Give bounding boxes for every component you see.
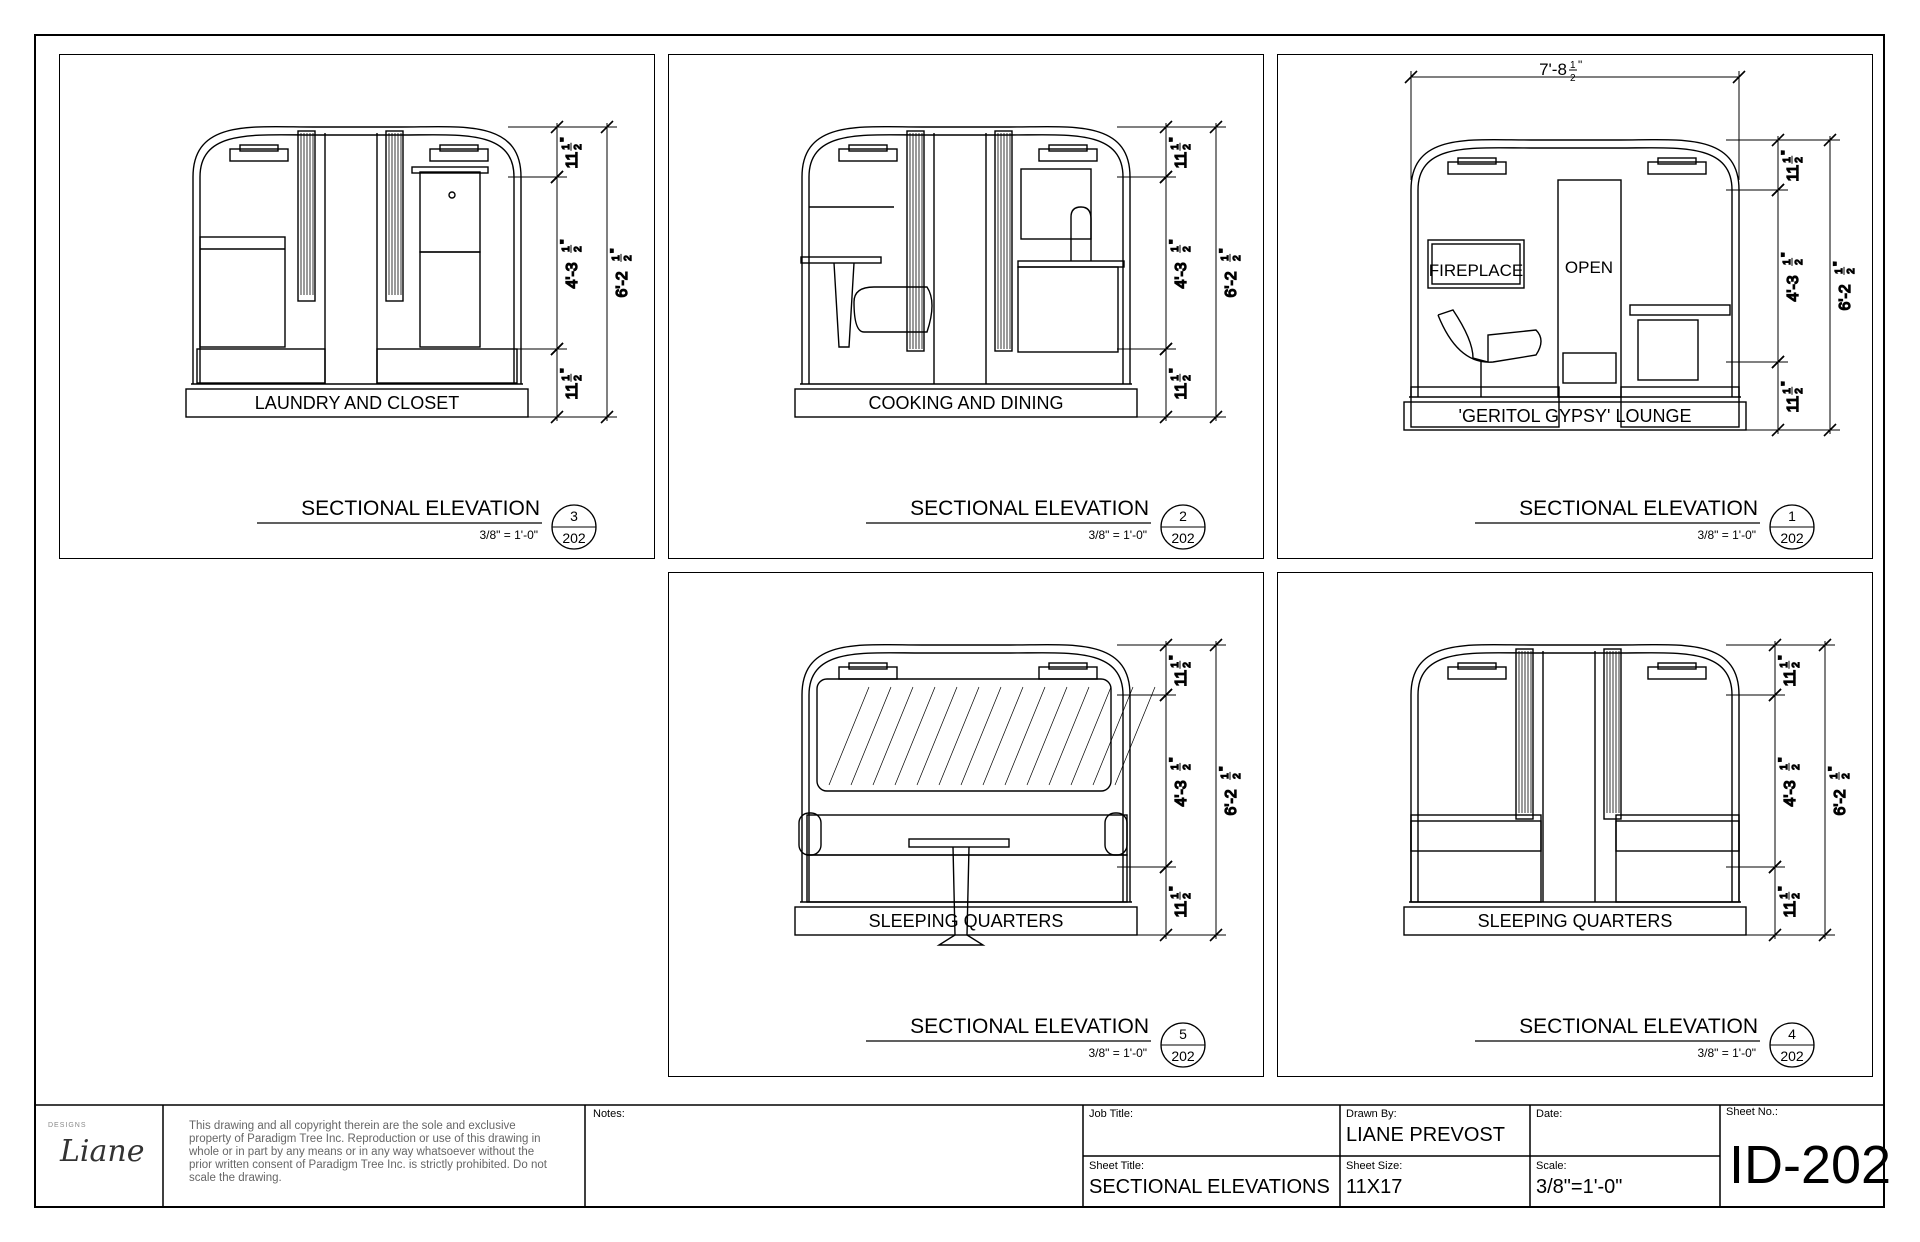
svg-text:2: 2 (1182, 375, 1193, 381)
sheet-title-value: SECTIONAL ELEVATIONS (1089, 1176, 1330, 1198)
svg-text:": " (1776, 757, 1790, 762)
window-mirror (817, 679, 1111, 791)
svg-text:6'-2: 6'-2 (1223, 789, 1240, 816)
svg-text:": " (608, 248, 622, 253)
svg-text:2: 2 (1794, 259, 1805, 265)
svg-text:6'-2: 6'-2 (1223, 271, 1240, 298)
shell-arch (1411, 645, 1739, 695)
logo-small-text: DESIGNS (48, 1122, 87, 1129)
elevation-panel-2 (668, 54, 1264, 559)
elevation-title: SECTIONAL ELEVATION (910, 497, 1149, 520)
svg-text:2: 2 (1846, 268, 1857, 274)
elevation-title: SECTIONAL ELEVATION (1519, 1015, 1758, 1038)
dimension-text (1167, 655, 1193, 686)
svg-text:": " (1167, 655, 1181, 660)
svg-text:2: 2 (1182, 893, 1193, 899)
svg-text:": " (1217, 766, 1231, 771)
svg-text:": " (1779, 252, 1793, 257)
bench-backrest (807, 815, 1127, 855)
elevation-drawing (1278, 55, 1874, 560)
svg-text:11: 11 (1173, 900, 1190, 918)
elevation-panel-1 (1277, 54, 1873, 559)
svg-text:2: 2 (623, 255, 634, 261)
dining-chair (854, 287, 932, 332)
svg-text:4'-3: 4'-3 (1785, 275, 1802, 302)
svg-text:1: 1 (1570, 60, 1576, 71)
dimension-text (1217, 249, 1243, 298)
svg-text:4'-3: 4'-3 (1173, 780, 1190, 807)
svg-text:11: 11 (564, 382, 581, 400)
svg-text:1: 1 (1170, 246, 1181, 252)
dimension-text (1779, 253, 1805, 302)
sheet-reference: 202 (562, 530, 586, 546)
title-block (34, 1104, 1892, 1208)
curtain (386, 131, 403, 301)
svg-text:1: 1 (561, 246, 572, 252)
drawn-by-label: Drawn By: (1346, 1108, 1397, 1120)
curtain (298, 131, 315, 301)
svg-text:11: 11 (1785, 395, 1802, 413)
svg-text:7'-8: 7'-8 (1539, 60, 1567, 79)
elevation-drawing (1278, 573, 1874, 1078)
svg-text:1: 1 (561, 375, 572, 381)
svg-text:2: 2 (1791, 764, 1802, 770)
svg-text:4'-3: 4'-3 (1782, 780, 1799, 807)
dimension-text (1776, 655, 1802, 686)
elevation-linework (795, 639, 1243, 945)
sheet-title-label: Sheet Title: (1089, 1160, 1145, 1172)
room-label: SLEEPING QUARTERS (1477, 911, 1673, 931)
svg-text:1: 1 (1829, 773, 1840, 779)
svg-text:6'-2: 6'-2 (1832, 789, 1849, 816)
logo: Liane (60, 1134, 145, 1169)
svg-text:11: 11 (564, 151, 581, 169)
dimension-text (1779, 150, 1805, 181)
shell-arch-inner (809, 653, 1123, 695)
height-dimensions (1726, 639, 1852, 941)
svg-text:": " (1776, 886, 1790, 891)
dimension-text (1167, 886, 1193, 917)
elevation-panel-4 (1277, 572, 1873, 1077)
svg-text:11: 11 (1173, 382, 1190, 400)
dimension-text (1217, 767, 1243, 816)
shell-arch-inner (1418, 148, 1732, 190)
detail-number: 2 (1179, 508, 1187, 524)
elevation-drawing (60, 55, 656, 560)
detail-number: 5 (1179, 1026, 1187, 1042)
elevation-scale: 3/8" = 1'-0" (1697, 1046, 1756, 1060)
sheet-number: ID-202 (1729, 1135, 1892, 1195)
svg-text:": " (1578, 58, 1583, 72)
svg-text:11: 11 (1173, 669, 1190, 687)
svg-text:": " (1167, 886, 1181, 891)
svg-text:": " (1779, 150, 1793, 155)
height-dimensions (1726, 134, 1857, 436)
svg-text:": " (558, 368, 572, 373)
svg-text:2: 2 (1182, 246, 1193, 252)
drawn-by-value: LIANE PREVOST (1346, 1124, 1505, 1146)
svg-text:2: 2 (1570, 73, 1576, 84)
sheet-reference: 202 (1171, 1048, 1195, 1064)
elevation-scale: 3/8" = 1'-0" (1088, 1046, 1147, 1060)
width-dimension-text (1539, 58, 1582, 84)
svg-text:1: 1 (561, 144, 572, 150)
sheet-size-value: 11X17 (1346, 1176, 1403, 1198)
curtain (1604, 649, 1621, 819)
kitchen-counter (1018, 267, 1118, 352)
upper-cabinet (1021, 169, 1091, 239)
shell-arch (1411, 140, 1739, 190)
curtain (907, 131, 924, 351)
closet-cabinet (420, 172, 480, 252)
elevation-drawing (669, 573, 1265, 1078)
room-label: COOKING AND DINING (868, 393, 1064, 413)
dimension-text (558, 368, 584, 399)
notes-label: Notes: (593, 1108, 625, 1120)
dimension-text (558, 240, 584, 289)
svg-text:2: 2 (1791, 893, 1802, 899)
svg-text:1: 1 (1220, 773, 1231, 779)
svg-text:2: 2 (1182, 764, 1193, 770)
svg-text:1: 1 (1220, 255, 1231, 261)
svg-text:1: 1 (1779, 764, 1790, 770)
svg-text:1: 1 (1170, 375, 1181, 381)
shell-arch-inner (809, 135, 1123, 177)
svg-text:1: 1 (1779, 662, 1790, 668)
elevation-linework (186, 121, 634, 423)
sheet-reference: 202 (1780, 1048, 1804, 1064)
svg-text:1: 1 (1170, 764, 1181, 770)
svg-text:2: 2 (573, 375, 584, 381)
open-partition (1558, 180, 1621, 397)
elevation-scale: 3/8" = 1'-0" (479, 528, 538, 542)
svg-text:2: 2 (1182, 662, 1193, 668)
dimension-text (558, 137, 584, 168)
elevation-title: SECTIONAL ELEVATION (910, 1015, 1149, 1038)
shell-arch-inner (1418, 653, 1732, 695)
shell-arch-inner (200, 135, 514, 177)
height-dimensions (508, 121, 634, 423)
job-title-label: Job Title: (1089, 1108, 1134, 1120)
svg-text:6'-2: 6'-2 (614, 271, 631, 298)
svg-text:2: 2 (1232, 773, 1243, 779)
svg-text:": " (1167, 137, 1181, 142)
date-label: Date: (1536, 1108, 1563, 1120)
elevation-scale: 3/8" = 1'-0" (1088, 528, 1147, 542)
elevation-title: SECTIONAL ELEVATION (301, 497, 540, 520)
svg-text:2: 2 (1232, 255, 1243, 261)
svg-text:2: 2 (573, 246, 584, 252)
svg-text:2: 2 (1791, 662, 1802, 668)
svg-text:1: 1 (1782, 259, 1793, 265)
elevation-drawing (669, 55, 1265, 560)
scale-label: Scale: (1536, 1160, 1567, 1172)
sheet-no-label: Sheet No.: (1726, 1106, 1778, 1118)
svg-text:11: 11 (1173, 151, 1190, 169)
elevation-scale: 3/8" = 1'-0" (1697, 528, 1756, 542)
shell-arch (193, 127, 521, 177)
dimension-text (1831, 262, 1857, 311)
elevation-linework (1404, 71, 1857, 436)
dimension-text (1779, 381, 1805, 412)
svg-text:1: 1 (1170, 893, 1181, 899)
washer-dryer (200, 237, 285, 347)
room-label: SLEEPING QUARTERS (868, 911, 1064, 931)
bed-left (1411, 815, 1541, 902)
sheet-size-label: Sheet Size: (1346, 1160, 1403, 1172)
height-dimensions (1117, 639, 1243, 941)
elevation-title: SECTIONAL ELEVATION (1519, 497, 1758, 520)
detail-number: 4 (1788, 1026, 1796, 1042)
svg-text:2: 2 (1794, 157, 1805, 163)
svg-text:1: 1 (1170, 662, 1181, 668)
open-label: OPEN (1564, 258, 1614, 277)
svg-text:": " (1167, 239, 1181, 244)
fireplace-label: FIREPLACE (1428, 261, 1524, 280)
svg-text:11: 11 (1782, 900, 1799, 918)
lounge-chair (1438, 310, 1541, 362)
svg-text:2: 2 (573, 144, 584, 150)
curtain (995, 131, 1012, 351)
svg-text:6'-2: 6'-2 (1837, 284, 1854, 311)
scale-value: 3/8"=1'-0" (1536, 1176, 1623, 1198)
svg-text:": " (1217, 248, 1231, 253)
faucet (1071, 207, 1091, 261)
svg-text:11: 11 (1782, 669, 1799, 687)
elevation-panel-3 (59, 54, 655, 559)
svg-text:2: 2 (1841, 773, 1852, 779)
closet-drawers (420, 252, 480, 347)
sheet-reference: 202 (1780, 530, 1804, 546)
bench-seat (807, 855, 1127, 902)
elevation-linework (1404, 639, 1852, 941)
height-dimensions (1117, 121, 1243, 423)
room-label: LAUNDRY AND CLOSET (254, 393, 460, 413)
elevation-linework (795, 121, 1243, 423)
svg-text:": " (558, 137, 572, 142)
curtain (1516, 649, 1533, 819)
svg-text:1: 1 (1779, 893, 1790, 899)
table-pedestal (834, 263, 854, 347)
svg-text:": " (1167, 368, 1181, 373)
svg-text:": " (1167, 757, 1181, 762)
svg-text:": " (1776, 655, 1790, 660)
dimension-text (1167, 758, 1193, 807)
dimension-text (1167, 368, 1193, 399)
svg-text:": " (558, 239, 572, 244)
svg-text:": " (1779, 381, 1793, 386)
room-label: 'GERITOL GYPSY' LOUNGE (1458, 406, 1692, 426)
svg-text:2: 2 (1794, 388, 1805, 394)
elevation-panel-5 (668, 572, 1264, 1077)
dimension-text (1826, 767, 1852, 816)
armchair (1638, 320, 1698, 380)
detail-number: 1 (1788, 508, 1796, 524)
dimension-text (1776, 758, 1802, 807)
table-top (909, 839, 1009, 847)
svg-text:": " (1826, 766, 1840, 771)
svg-text:1: 1 (1782, 388, 1793, 394)
bed-right (1616, 815, 1739, 902)
detail-number: 3 (570, 508, 578, 524)
svg-text:1: 1 (1834, 268, 1845, 274)
svg-text:11: 11 (1785, 164, 1802, 182)
sheet-reference: 202 (1171, 530, 1195, 546)
dimension-text (608, 249, 634, 298)
shell-arch (802, 645, 1130, 695)
dimension-text (1167, 137, 1193, 168)
dimension-text (1167, 240, 1193, 289)
dining-table (801, 257, 881, 263)
svg-text:2: 2 (1182, 144, 1193, 150)
svg-text:4'-3: 4'-3 (564, 262, 581, 289)
svg-text:4'-3: 4'-3 (1173, 262, 1190, 289)
svg-text:1: 1 (1782, 157, 1793, 163)
dimension-text (1776, 886, 1802, 917)
svg-text:1: 1 (611, 255, 622, 261)
svg-text:1: 1 (1170, 144, 1181, 150)
copyright-disclaimer: This drawing and all copyright therein are the sole and exclusive property of Paradigm Tree Inc. Reproduction or use of this drawing in whole or in part by any means or in any way whatsoever without the prior written consent of Paradigm Tree Inc. is strictly prohibited. Do not scale the drawing. (189, 1120, 547, 1184)
svg-text:": " (1831, 261, 1845, 266)
